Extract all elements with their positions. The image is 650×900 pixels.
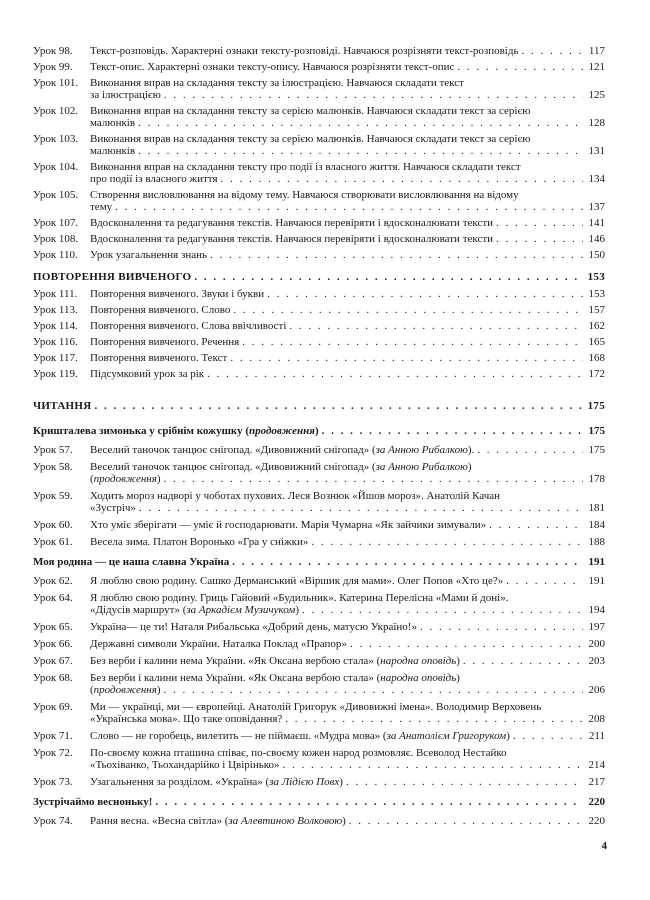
dot-leader [349, 815, 583, 827]
toc-entry-body [90, 336, 605, 348]
toc-entry [33, 490, 605, 514]
dot-leader [194, 271, 583, 283]
dot-leader [322, 425, 583, 437]
toc-entry-page: 178 [588, 473, 605, 485]
toc-entry [33, 461, 605, 485]
toc-entry-page: 157 [588, 304, 605, 316]
toc-entry [33, 189, 605, 213]
toc-entry-title: Підсумковий урок за рік [90, 368, 205, 380]
toc-entry-body [90, 288, 605, 300]
dot-leader [457, 61, 583, 73]
toc-entry-body [90, 575, 605, 587]
toc-entry [33, 747, 605, 771]
toc-entry-title: Вдосконалення та редагування текстів. Навчаюся перевіряти і вдосконалювати тексти [90, 233, 494, 245]
dot-leader [350, 638, 583, 650]
toc-entry-label: Урок 111. [33, 288, 78, 300]
toc-entry-page: 172 [588, 368, 605, 380]
toc-entry-title: Повторення вивченого. Текст [90, 352, 228, 364]
toc-entry-label: Урок 110. [33, 249, 78, 261]
dot-leader [346, 776, 583, 788]
toc-entry [33, 815, 605, 827]
toc-entry-body [90, 730, 605, 742]
toc-entry-page: 197 [588, 621, 605, 633]
toc-entry-title: Я люблю свою родину. Гриць Гайовий «Будильник». Катерина Перелісна «Мами й доні». [90, 592, 509, 604]
toc-entry-page: 181 [588, 502, 605, 514]
toc-entry-title: Без верби і калини нема України. «Як Оксана вербою стала» (народна оповідь) [90, 672, 460, 684]
toc-entry-label: Урок 60. [33, 519, 73, 531]
toc-entry-page: 200 [588, 638, 605, 650]
toc-entry [33, 638, 605, 650]
toc-entry-title: Текст-опис. Характерні ознаки тексту-опису. Навчаюся розрізняти текст-опис [90, 61, 455, 73]
toc-entry-body [90, 161, 605, 185]
toc-entry-page: 131 [588, 145, 605, 157]
toc-entry-title: Я люблю свою родину. Сашко Дерманський «Віршик для мами». Олег Попов «Хто це?» [90, 575, 504, 587]
dot-leader [164, 89, 583, 101]
toc-entry-label: Урок 67. [33, 655, 73, 667]
toc-entry-title: Зустрічаймо весноньку! [33, 796, 153, 808]
toc-entry-body [90, 352, 605, 364]
toc-entry-body [90, 61, 605, 73]
dot-leader [232, 556, 583, 568]
toc-entry-body [90, 461, 605, 485]
toc-entry-title: Виконання вправ на складання тексту за ілюстрацією. Навчаюся складати текст [90, 77, 464, 89]
toc-entry [33, 368, 605, 380]
toc-entry-label: Урок 73. [33, 776, 73, 788]
toc-entry-body [90, 45, 605, 57]
toc-entry-page: 191 [588, 575, 605, 587]
toc-entry-label: Урок 59. [33, 490, 73, 502]
toc-entry-page: 203 [588, 655, 605, 667]
toc-entry-title: Створення висловлювання на відому тему. Навчаюся створювати висловлювання на відому [90, 189, 519, 201]
toc-entry-body [90, 747, 605, 771]
toc-entry-body [90, 105, 605, 129]
toc-entry-title: Повторення вивченого. Слова ввічливості [90, 320, 287, 332]
dot-leader [489, 519, 583, 531]
toc-entry [33, 304, 605, 316]
dot-leader [164, 473, 583, 485]
toc-entry-page: 184 [588, 519, 605, 531]
toc-entry [33, 161, 605, 185]
toc-entry [33, 519, 605, 531]
toc-entry-body [90, 638, 605, 650]
toc-entry-title: Державні символи України. Наталка Поклад «Прапор» [90, 638, 347, 650]
toc-entry-body [90, 621, 605, 633]
toc-entry-page: 191 [588, 556, 605, 568]
dot-leader [221, 173, 583, 185]
toc-subsection-header [33, 556, 605, 568]
toc-entry-title: про події із власного життя [90, 173, 218, 185]
toc-entry-body [90, 217, 605, 229]
dot-leader [311, 536, 583, 548]
toc-entry-title: Весела зима. Платон Воронько «Гра у сніжки» [90, 536, 309, 548]
toc-entry [33, 320, 605, 332]
toc-entry-body [90, 133, 605, 157]
dot-leader [289, 320, 583, 332]
toc-entry-title: Україна— це ти! Наталя Рибальська «Добрий день, матусю Україно!» [90, 621, 417, 633]
toc-entry-page: 211 [588, 730, 605, 742]
toc-entry [33, 249, 605, 261]
toc-entry-label: Урок 62. [33, 575, 73, 587]
toc-entry-body [33, 556, 605, 568]
toc-entry-label: Урок 71. [33, 730, 73, 742]
toc-section-header [33, 271, 605, 283]
toc-entry-page: 134 [588, 173, 605, 185]
toc-subsection-header [33, 796, 605, 808]
toc-entry-title: Повторення вивченого. Слово [90, 304, 231, 316]
toc-entry-title: Ходить мороз надворі у чоботах пухових. Леся Вознюк «Йшов мороз». Анатолій Качан [90, 490, 501, 502]
toc-entry-label: Урок 68. [33, 672, 73, 684]
toc-entry-title: Текст-розповідь. Характерні ознаки тексту-розповіді. Навчаюся розрізняти текст-розповідь [90, 45, 519, 57]
toc-entry [33, 233, 605, 245]
toc-entry-label: Урок 66. [33, 638, 73, 650]
toc-entry-body [90, 536, 605, 548]
toc-entry-title: ЧИТАННЯ [33, 400, 92, 412]
toc-entry [33, 61, 605, 73]
dot-leader [138, 117, 583, 129]
toc-entry [33, 336, 605, 348]
toc-entry-page: 162 [588, 320, 605, 332]
toc-entry-label: Урок 108. [33, 233, 79, 245]
toc-entry-label: Урок 114. [33, 320, 78, 332]
toc-entry-title: «Дідусів маршрут» (за Аркадієм Музичуком) [90, 604, 299, 616]
toc-entry-body [90, 368, 605, 380]
toc-entry-body [90, 320, 605, 332]
dot-leader [463, 655, 583, 667]
toc-entry-title: «Зустріч» [90, 502, 136, 514]
dot-leader [506, 575, 583, 587]
toc-entry-title: По-своєму кожна пташина співає, по-своєму кожен народ розмовляє. Всеволод Нестайко [90, 747, 507, 759]
toc-entry-title: Виконання вправ на складання тексту за серією малюнків. Навчаюся складати текст за серією [90, 133, 531, 145]
toc-entry-body [90, 304, 605, 316]
toc-entry-body [33, 425, 605, 437]
toc-entry-body [90, 815, 605, 827]
toc-entry-page: 220 [588, 796, 605, 808]
toc-entry [33, 536, 605, 548]
toc-entry-title: Хто уміє зберігати — уміє й господарювати. Марія Чумарна «Як зайчики зимували» [90, 519, 487, 531]
toc-entry [33, 701, 605, 725]
toc-entry-label: Урок 104. [33, 161, 79, 173]
toc-entry-label: Урок 99. [33, 61, 73, 73]
dot-leader [477, 444, 583, 456]
toc-entry-label: Урок 117. [33, 352, 78, 364]
dot-leader [210, 249, 583, 261]
toc-entry-title: Веселий таночок танцює снігопад. «Дивовижний снігопад» (за Анною Рибалкою). [90, 444, 475, 456]
toc-entry-label: Урок 98. [33, 45, 73, 57]
toc-entry-title: Вдосконалення та редагування текстів. Навчаюся перевіряти і вдосконалювати тексти [90, 217, 494, 229]
toc-entry-body [90, 592, 605, 616]
page-number: 4 [601, 840, 607, 852]
dot-leader [230, 352, 583, 364]
toc-entry-page: 146 [588, 233, 605, 245]
toc-entry-label: Урок 119. [33, 368, 78, 380]
toc-entry-title: малюнків [90, 145, 136, 157]
toc-entry-page: 175 [587, 400, 605, 412]
toc-entry-page: 206 [588, 684, 605, 696]
toc-entry-title: (продовження) [90, 684, 161, 696]
dot-leader [139, 502, 583, 514]
dot-leader [302, 604, 583, 616]
toc-entry-body [33, 400, 605, 412]
toc-entry-label: Урок 69. [33, 701, 73, 713]
toc-entry-page: 208 [588, 713, 605, 725]
toc-entry-label: Урок 64. [33, 592, 73, 604]
toc-entry-page: 168 [588, 352, 605, 364]
toc-entry-label: Урок 65. [33, 621, 73, 633]
toc-entry-body [90, 189, 605, 213]
toc-entry-title: Слово — не горобець, вилетить — не піймаєш. «Мудра мова» (за Анатолієм Григоруком) [90, 730, 510, 742]
dot-leader [496, 217, 583, 229]
toc-entry-label: Урок 103. [33, 133, 79, 145]
toc-entry-page: 128 [588, 117, 605, 129]
toc-entry [33, 105, 605, 129]
toc-entry-title: Узагальнення за розділом. «Україна» (за Лідією Повх) [90, 776, 343, 788]
toc-entry-title: Виконання вправ на складання тексту про події із власного життя. Навчаюся складати текст [90, 161, 521, 173]
dot-leader [496, 233, 583, 245]
toc-entry-title: Повторення вивченого. Звуки і букви [90, 288, 265, 300]
toc-entry-body [90, 490, 605, 514]
toc-entry-body [90, 77, 605, 101]
toc-entry-page: 153 [588, 288, 605, 300]
toc-entry-page: 175 [588, 425, 605, 437]
toc-entry-page: 214 [588, 759, 605, 771]
dot-leader [285, 713, 583, 725]
dot-leader [521, 45, 583, 57]
dot-leader [95, 400, 583, 412]
toc-entry-label: Урок 102. [33, 105, 79, 117]
toc-entry [33, 575, 605, 587]
toc-entry [33, 655, 605, 667]
toc-entry-title: Ми — українці, ми — європейці. Анатолій Григорук «Дивовижні імена». Володимир Верховень [90, 701, 542, 713]
toc-entry [33, 217, 605, 229]
toc-entry-page: 217 [588, 776, 605, 788]
toc-entry-title: «Тьохіванко, Тьохандарійко і Цвірінько» [90, 759, 280, 771]
toc-entry-body [90, 519, 605, 531]
toc-entry-page: 137 [588, 201, 605, 213]
dot-leader [115, 201, 583, 213]
toc-entry [33, 621, 605, 633]
toc-entry-label: Урок 101. [33, 77, 79, 89]
toc-entry-body [33, 796, 605, 808]
toc-entry-label: Урок 57. [33, 444, 73, 456]
toc-entry-title: тему [90, 201, 113, 213]
toc-entry-title: Моя родина — це наша славна Україна [33, 556, 230, 568]
toc-list [33, 45, 605, 832]
dot-leader [513, 730, 583, 742]
toc-entry-page: 153 [587, 271, 605, 283]
toc-subsection-header [33, 425, 605, 437]
toc-entry-page: 121 [588, 61, 605, 73]
toc-entry [33, 730, 605, 742]
toc-entry [33, 444, 605, 456]
toc-entry-title: Веселий таночок танцює снігопад. «Дивовижний снігопад» (за Анною Рибалкою) [90, 461, 472, 473]
toc-entry-title: Без верби і калини нема України. «Як Оксана вербою стала» (народна оповідь) [90, 655, 460, 667]
toc-entry-label: Урок 61. [33, 536, 73, 548]
dot-leader [283, 759, 583, 771]
toc-entry [33, 45, 605, 57]
toc-entry-page: 175 [588, 444, 605, 456]
toc-entry-page: 188 [588, 536, 605, 548]
toc-entry-body [90, 249, 605, 261]
toc-entry-label: Урок 58. [33, 461, 73, 473]
toc-entry-title: Рання весна. «Весна світла» (за Алевтиною Волковою) [90, 815, 346, 827]
toc-entry-page: 165 [588, 336, 605, 348]
toc-entry-body [90, 655, 605, 667]
dot-leader [420, 621, 583, 633]
toc-entry-title: Урок узагальнення знань [90, 249, 208, 261]
toc-entry [33, 592, 605, 616]
toc-entry-body [90, 701, 605, 725]
toc-entry-body [90, 672, 605, 696]
dot-leader [242, 336, 583, 348]
toc-entry-body [90, 444, 605, 456]
dot-leader [164, 684, 583, 696]
toc-entry-page: 150 [588, 249, 605, 261]
toc-entry-body [90, 776, 605, 788]
toc-entry-title: Виконання вправ на складання тексту за серією малюнків. Навчаюся складати текст за серією [90, 105, 531, 117]
dot-leader [207, 368, 583, 380]
toc-entry [33, 288, 605, 300]
toc-entry [33, 77, 605, 101]
toc-entry-title: (продовження) [90, 473, 161, 485]
dot-leader [155, 796, 583, 808]
toc-entry-title: за ілюстрацією [90, 89, 161, 101]
toc-entry-label: Урок 116. [33, 336, 78, 348]
toc-entry-title: Повторення вивченого. Речення [90, 336, 240, 348]
toc-entry [33, 352, 605, 364]
toc-entry-label: Урок 107. [33, 217, 79, 229]
toc-entry [33, 776, 605, 788]
toc-entry-page: 194 [588, 604, 605, 616]
toc-entry-title: ПОВТОРЕННЯ ВИВЧЕНОГО [33, 271, 192, 283]
toc-entry-title: «Українська мова». Що таке оповідання? [90, 713, 283, 725]
dot-leader [267, 288, 583, 300]
toc-entry-page: 141 [588, 217, 605, 229]
toc-entry-page: 117 [588, 45, 605, 57]
toc-entry [33, 133, 605, 157]
dot-leader [138, 145, 583, 157]
toc-entry [33, 672, 605, 696]
toc-entry-label: Урок 72. [33, 747, 73, 759]
toc-entry-title: Кришталева зимонька у срібнім кожушку (продовження) [33, 425, 319, 437]
toc-entry-label: Урок 105. [33, 189, 79, 201]
toc-entry-page: 125 [588, 89, 605, 101]
toc-entry-title: малюнків [90, 117, 136, 129]
toc-entry-label: Урок 74. [33, 815, 73, 827]
dot-leader [233, 304, 583, 316]
toc-entry-label: Урок 113. [33, 304, 78, 316]
toc-section-header [33, 400, 605, 412]
toc-entry-page: 220 [588, 815, 605, 827]
toc-entry-body [90, 233, 605, 245]
toc-entry-body [33, 271, 605, 283]
